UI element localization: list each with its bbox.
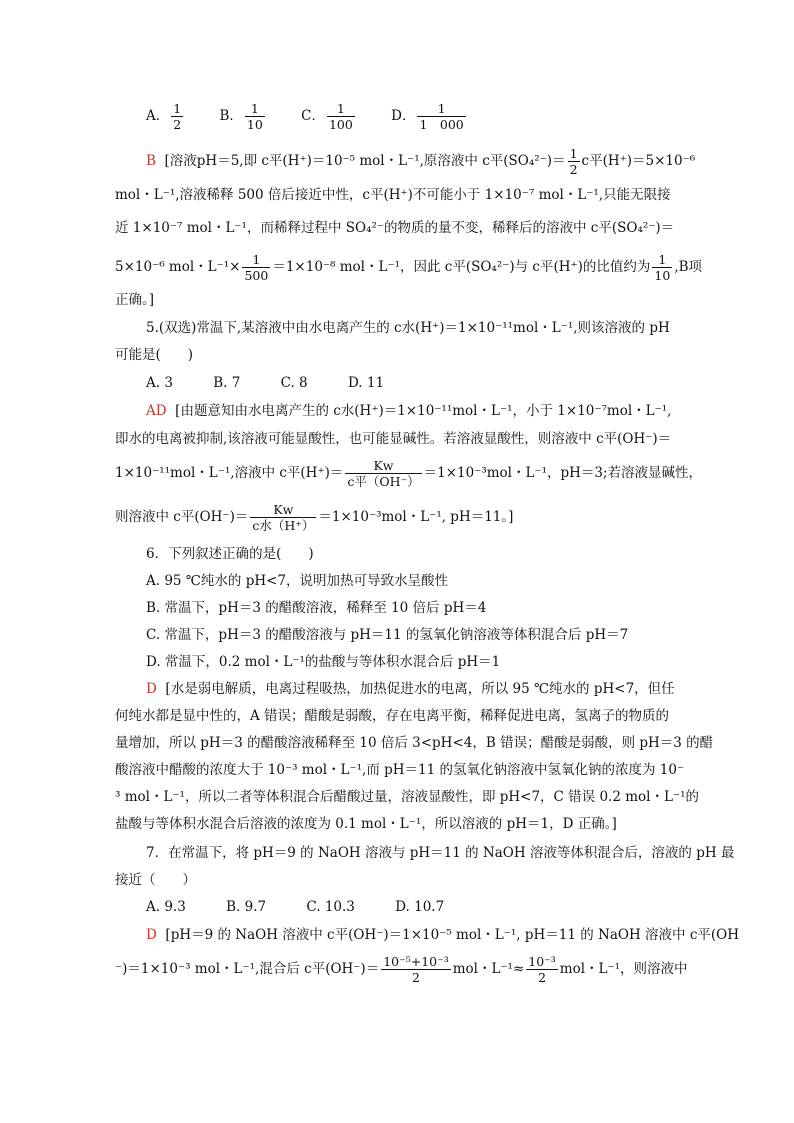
q6-explanation-line-6: 盐酸与等体积水混合后溶液的浓度为 0.1 mol・L⁻¹，所以溶液的 pH＝1，D 正确。] xyxy=(115,816,617,832)
q7-answer-letter: D xyxy=(146,927,157,943)
q5-explanation-line-3: 1×10⁻¹¹mol・L⁻¹,溶液中 c平(H⁺)＝ $\frac{Kw}{\text{c平（OH⁻）}}$ ＝1×10⁻³mol・L⁻¹，pH＝3;若溶液显碱性， xyxy=(115,458,703,489)
q5-option-a: A. 3 xyxy=(146,375,173,391)
q5-options xyxy=(146,373,384,393)
q6-option-c: C. 常温下，pH＝3 的醋酸溶液与 pH＝11 的氢氧化钠溶液等体积混合后 pH＝7 xyxy=(146,627,629,643)
q4-explanation-line-5: 正确。] xyxy=(115,292,155,308)
q4-explanation-line-3: 近 1×10⁻⁷ mol・L⁻¹，而稀释过程中 SO₄²⁻的物质的量不变，稀释后的溶液中 c平(SO₄²⁻)＝ xyxy=(115,220,675,236)
q4-option-b: B． $\frac{1}{10}$ xyxy=(219,101,263,132)
q4-explanation-line-4: 5×10⁻⁶ mol・L⁻¹× $\frac{1}{500}$ ＝1×10⁻⁸ mol・L⁻¹，因此 c平(SO₄²⁻)与 c平(H⁺)的比值约为 $\frac{1}{10}$ ,B项 xyxy=(115,252,703,283)
q4-options xyxy=(146,98,468,134)
q6-option-a: A. 95 ℃纯水的 pH<7，说明加热可导致水呈酸性 xyxy=(146,573,449,589)
q7-options xyxy=(146,897,444,917)
q6-explanation-line-2: 何纯水都是显中性的，A 错误；醋酸是弱酸，存在电离平衡，稀释促进电离，氢离子的物质的 xyxy=(115,708,670,724)
q4-explanation-line-1: B [溶液pH＝5,即 c平(H⁺)＝10⁻⁵ mol・L⁻¹,原溶液中 c平(SO₄²⁻)＝ $\frac{1}{2}$ c平(H⁺)＝5×10⁻⁶ xyxy=(146,146,696,177)
q4-explanation-line-2: mol・L⁻¹,溶液稀释 500 倍后接近中性，c平(H⁺)不可能小于 1×10⁻⁷ mol・L⁻¹,只能无限接 xyxy=(115,187,671,203)
q5-explanation-line-1: AD [由题意知由水电离产生的 c水(H⁺)＝1×10⁻¹¹mol・L⁻¹，小于 1×10⁻⁷mol・L⁻¹, xyxy=(146,403,672,419)
q6-explanation-line-4: 酸溶液中醋酸的浓度大于 10⁻³ mol・L⁻¹,而 pH＝11 的氢氧化钠溶液中氢氧化钠的浓度为 10⁻ xyxy=(115,762,685,778)
q7-stem-line-1: 7．在常温下，将 pH＝9 的 NaOH 溶液与 pH＝11 的 NaOH 溶液等体积混合后，溶液的 pH 最 xyxy=(146,845,735,861)
q5-answer-letter: AD xyxy=(146,403,167,419)
q5-explanation-line-2: 即水的电离被抑制,该溶液可能显酸性，也可能显碱性。若溶液显酸性，则溶液中 c平(OH⁻)＝ xyxy=(115,431,672,447)
q4-answer-letter: B xyxy=(146,153,156,169)
q6-answer-letter: D xyxy=(146,681,157,697)
q5-stem-line-2: 可能是( ) xyxy=(115,347,194,363)
q6-stem: 6．下列叙述正确的是( ) xyxy=(146,546,314,562)
q6-explanation-line-3: 量增加，所以 pH＝3 的醋酸溶液稀释至 10 倍后 3<pH<4，B 错误；醋酸是弱酸，则 pH＝3 的醋 xyxy=(115,735,714,751)
q6-explanation-line-5: ³ mol・L⁻¹，所以二者等体积混合后醋酸过量，溶液显酸性，即 pH<7，C 错误 0.2 mol・L⁻¹的 xyxy=(115,789,699,805)
q5-option-d: D. 11 xyxy=(347,375,385,391)
q7-explanation-line-2: ⁻)＝1×10⁻³ mol・L⁻¹,混合后 c平(OH⁻)＝ $\frac{\text{10⁻⁵+10⁻³}}{2}$ mol・L⁻¹≈ $\frac{\text{10⁻³}}{2}$ mol・L⁻¹，则溶液中 xyxy=(115,954,688,985)
q5-explanation-line-4: 则溶液中 c平(OH⁻)＝ $\frac{Kw}{\text{c水（H⁺）}}$ ＝1×10⁻³mol・L⁻¹, pH＝11。] xyxy=(115,502,514,533)
q7-option-c: C. 10.3 xyxy=(306,899,355,915)
q7-option-b: B. 9.7 xyxy=(226,899,267,915)
q4-option-d: D． $\frac{1}{1 000}$ xyxy=(391,101,464,132)
q4-option-a: A． $\frac{1}{2}$ xyxy=(146,101,182,132)
q6-option-b: B. 常温下，pH＝3 的醋酸溶液，稀释至 10 倍后 pH＝4 xyxy=(146,600,487,616)
q7-explanation-line-1: D [pH＝9 的 NaOH 溶液中 c平(OH⁻)＝1×10⁻⁵ mol・L⁻¹, pH＝11 的 NaOH 溶液中 c平(OH xyxy=(146,927,739,943)
q5-option-b: B. 7 xyxy=(213,375,241,391)
q6-explanation-line-1: D [水是弱电解质，电离过程吸热，加热促进水的电离，所以 95 ℃纯水的 pH<7，但任 xyxy=(146,681,675,697)
q6-option-d: D. 常温下，0.2 mol・L⁻¹的盐酸与等体积水混合后 pH＝1 xyxy=(146,654,501,670)
q4-option-c: C． $\frac{1}{100}$ xyxy=(301,101,353,132)
q7-stem-line-2: 接近（ ） xyxy=(115,872,196,888)
q7-option-a: A. 9.3 xyxy=(146,899,186,915)
q5-option-c: C. 8 xyxy=(280,375,308,391)
q7-option-d: D. 10.7 xyxy=(395,899,445,915)
q5-stem-line-1: 5.(双选)常温下,某溶液中由水电离产生的 c水(H⁺)＝1×10⁻¹¹mol・L⁻¹,则该溶液的 pH xyxy=(146,320,670,336)
